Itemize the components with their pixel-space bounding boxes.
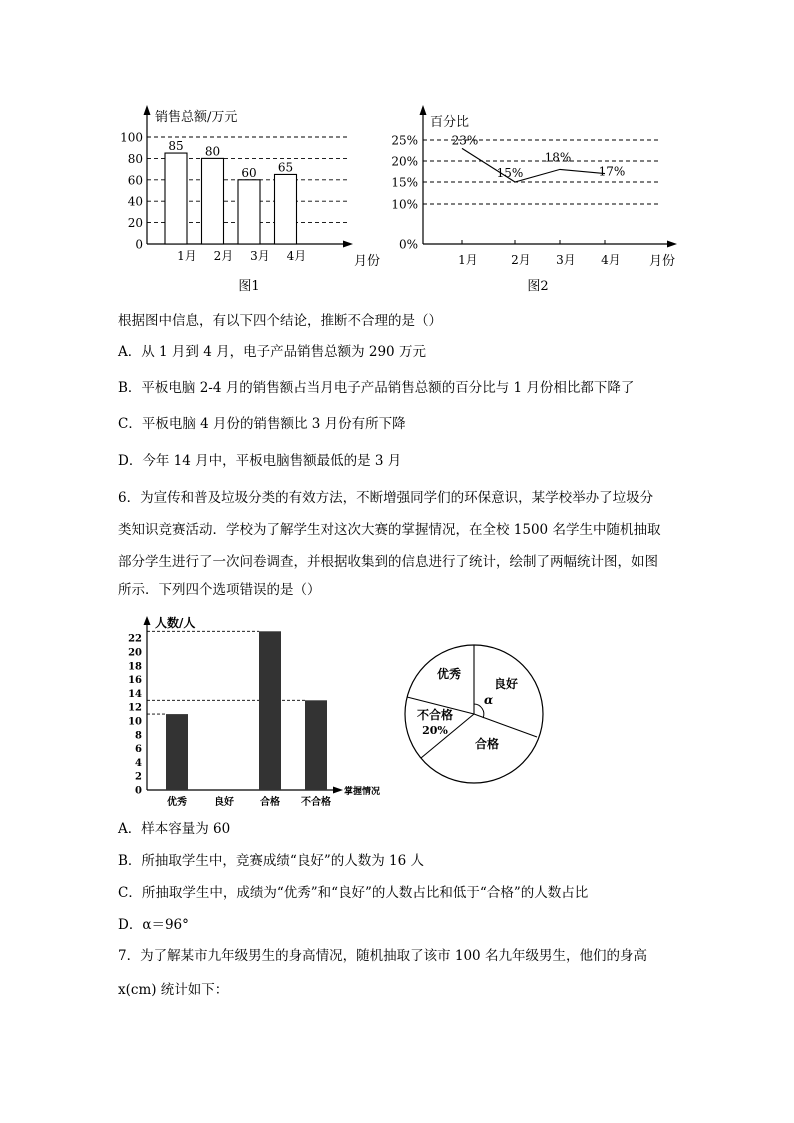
fig1-x-arrow <box>343 241 353 248</box>
fig2-xlabel: 月份 <box>649 254 676 269</box>
fig1-xtick-label: 2月 <box>213 249 234 263</box>
q6-ytick-label: 4 <box>135 757 142 769</box>
fig1-xlabel: 月份 <box>354 254 381 269</box>
q6-ytick-label: 12 <box>128 702 142 714</box>
q6-xtick-label: 良好 <box>214 797 234 808</box>
q6-ytick-label: 22 <box>128 633 142 645</box>
fig2-value-label: 17% <box>598 164 626 179</box>
pie-label-excellent: 优秀 <box>436 667 462 681</box>
fig1-caption: 图1 <box>238 279 260 294</box>
fig2-ytick-label: 10% <box>391 197 418 212</box>
fig1-bar <box>165 153 187 244</box>
q5-option-a: A．从 1 月到 4 月，电子产品销售总额为 290 万元 <box>118 344 426 360</box>
fig1-bar <box>202 158 224 244</box>
fig1-ytick-label: 0 <box>135 237 143 252</box>
q6-y-arrow <box>144 616 151 625</box>
q6-bar <box>259 631 281 790</box>
q6-ytick-label: 6 <box>135 744 142 756</box>
q6-stem-line-1: 6．为宣传和普及垃圾分类的有效方法，不断增强同学们的环保意识，某学校举办了垃圾分 <box>118 490 654 506</box>
fig2-value-label: 15% <box>496 166 524 180</box>
fig2-x-arrow <box>667 241 677 248</box>
fig2-xtick-label: 3月 <box>556 253 576 267</box>
fig1-ytick-label: 40 <box>127 194 143 209</box>
q6-ytick-label: 20 <box>128 647 142 659</box>
fig1-y-arrow <box>144 105 151 115</box>
q6-x-arrow <box>333 787 343 794</box>
fig1-xtick-label: 4月 <box>286 249 307 263</box>
fig1-value-label: 65 <box>277 160 294 175</box>
fig2-y-arrow <box>420 105 427 115</box>
pie-label-pass: 合格 <box>474 737 500 751</box>
q5-option-b: B．平板电脑 2-4 月的销售额占当月电子产品销售总额的百分比与 1 月份相比都下降了 <box>118 380 635 396</box>
q6-stem-line-3: 部分学生进行了一次问卷调查，并根据收集到的信息进行了统计，绘制了两幅统计图，如图 <box>118 554 658 570</box>
fig1-xtick-label: 3月 <box>250 249 270 263</box>
fig2-ytick-label: 25% <box>391 133 418 148</box>
q5-option-c: C．平板电脑 4 月份的销售额比 3 月份有所下降 <box>118 416 406 432</box>
fig1-ylabel: 销售总额/万元 <box>155 110 238 125</box>
q6-ytick-label: 10 <box>128 716 142 728</box>
pie-label-fail: 不合格 <box>416 708 454 722</box>
figure1-bar-chart <box>118 100 400 300</box>
q6-ytick-label: 2 <box>135 771 142 783</box>
q6-ytick-label: 0 <box>135 785 142 797</box>
q6-ytick-label: 18 <box>128 661 142 673</box>
fig2-xtick-label: 1月 <box>458 253 478 267</box>
fig2-ytick-label: 0% <box>398 237 418 252</box>
q6-ytick-label: 16 <box>128 675 142 687</box>
q6-ytick-label: 14 <box>128 688 142 700</box>
fig1-value-label: 80 <box>204 144 221 159</box>
fig2-xtick-label: 4月 <box>601 253 621 267</box>
fig1-ytick-label: 60 <box>127 173 143 188</box>
fig2-ytick-label: 20% <box>391 154 418 169</box>
pie-label-good: 良好 <box>493 677 519 691</box>
q6-xtick-label: 不合格 <box>301 797 331 808</box>
q6-bar-chart <box>118 610 398 810</box>
fig1-ytick-label: 20 <box>127 216 143 231</box>
pie-label-fail-percent: 20% <box>422 724 448 737</box>
fig2-ylabel: 百分比 <box>430 115 470 130</box>
fig1-value-label: 85 <box>168 139 184 154</box>
fig2-value-label: 23% <box>451 133 479 148</box>
q6-bar <box>166 714 188 790</box>
q7-line-1: 7．为了解某市九年级男生的身高情况，随机抽取了该市 100 名九年级男生，他们的身高 <box>118 948 647 964</box>
fig1-xtick-label: 1月 <box>177 249 197 263</box>
fig1-value-label: 60 <box>241 165 257 180</box>
q6-xtick-label: 优秀 <box>167 797 187 808</box>
q6-option-d: D．α＝96° <box>118 917 189 933</box>
pie-angle-alpha: α <box>484 693 494 707</box>
fig2-value-label: 18% <box>544 150 572 165</box>
q5-option-d: D．今年 14 月中，平板电脑售额最低的是 3 月 <box>118 453 402 469</box>
fig2-series-line <box>462 148 605 182</box>
figure2-line-chart <box>385 100 685 300</box>
fig1-ytick-label: 100 <box>120 130 143 145</box>
q6-stem-line-4: 所示．下列四个选项错误的是（） <box>118 582 321 598</box>
q5-stem: 根据图中信息，有以下四个结论，推断不合理的是（） <box>118 313 442 329</box>
q6-ytick-label: 8 <box>135 730 142 742</box>
fig1-ytick-label: 80 <box>127 151 143 166</box>
q6-option-b: B．所抽取学生中，竞赛成绩“良好”的人数为 16 人 <box>118 853 424 869</box>
q6-xlabel: 掌握情况 <box>344 787 381 797</box>
q6-option-a: A．样本容量为 60 <box>118 821 231 837</box>
q6-pie-chart <box>400 640 550 790</box>
fig2-caption: 图2 <box>527 279 549 294</box>
fig1-bar <box>275 174 297 244</box>
q6-bar <box>305 700 327 790</box>
q6-stem-line-2: 类知识竞赛活动．学校为了解学生对这次大赛的掌握情况，在全校 1500 名学生中随机抽取 <box>118 522 661 538</box>
q6-xtick-label: 合格 <box>260 797 280 808</box>
fig2-ytick-label: 15% <box>391 175 418 190</box>
q7-line-2: x(cm) 统计如下： <box>118 982 229 998</box>
fig2-xtick-label: 2月 <box>511 253 531 267</box>
fig1-bar <box>238 180 260 244</box>
q6-option-c: C．所抽取学生中，成绩为“优秀”和“良好”的人数占比和低于“合格”的人数占比 <box>118 885 589 901</box>
q6-ylabel: 人数/人 <box>155 616 196 630</box>
